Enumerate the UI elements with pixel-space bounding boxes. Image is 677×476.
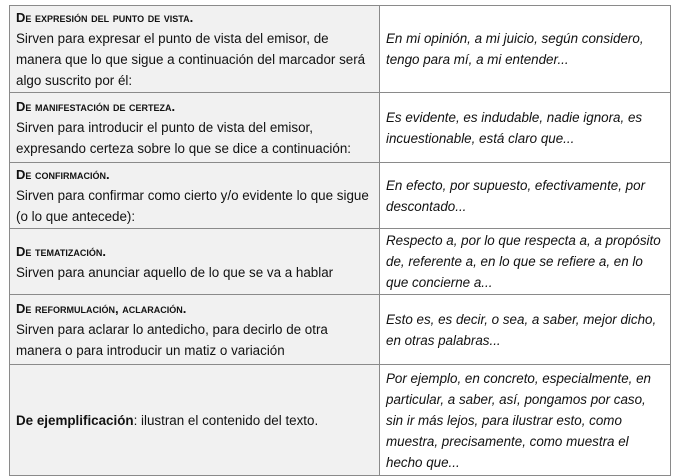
category-description: : ilustran el contenido del texto.	[133, 412, 319, 428]
category-description: Sirven para expresar el punto de vista del emisor, de manera que lo que sigue a continuación del marcador será algo suscrito por él:	[16, 31, 366, 88]
category-description: Sirven para introducir el punto de vista del emisor, expresando certeza sobre lo que se dice a continuación:	[16, 120, 351, 156]
examples-cell	[380, 93, 671, 163]
table-row	[10, 6, 671, 93]
connectors-table	[9, 5, 671, 476]
category-description: Sirven para anunciar aquello de lo que se va a hablar	[16, 264, 334, 280]
category-description: Sirven para aclarar lo antedicho, para decirlo de otra manera o para introducir un matiz o variación	[16, 322, 328, 358]
examples-text: Respecto a, por lo que respecta a, a propósito de, referente a, en lo que se refiere a, en lo que concierne a...	[386, 233, 661, 290]
table-row	[10, 229, 671, 295]
category-cell	[10, 163, 380, 229]
category-heading: De confirmación.	[16, 167, 110, 182]
category-heading: De reformulación, aclaración.	[16, 301, 187, 316]
category-cell	[10, 295, 380, 365]
category-heading: De expresión del punto de vista.	[16, 10, 194, 25]
examples-cell	[380, 295, 671, 365]
examples-text: Es evidente, es indudable, nadie ignora, es incuestionable, está claro que...	[386, 109, 643, 146]
category-cell	[10, 229, 380, 295]
examples-cell	[380, 229, 671, 295]
examples-cell	[380, 6, 671, 93]
table-row	[10, 93, 671, 163]
table-row	[10, 365, 671, 476]
category-description: Sirven para confirmar como cierto y/o evidente lo que sigue (o lo que antecede):	[16, 188, 369, 224]
category-heading: De manifestación de certeza.	[16, 99, 176, 114]
examples-cell	[380, 365, 671, 476]
category-heading: De ejemplificación	[16, 412, 134, 428]
examples-cell	[380, 163, 671, 229]
examples-text: Esto es, es decir, o sea, a saber, mejor dicho, en otras palabras...	[386, 311, 657, 348]
category-cell	[10, 93, 380, 163]
examples-text: En mi opinión, a mi juicio, según considero, tengo para mí, a mi entender...	[386, 31, 644, 67]
category-cell	[10, 365, 380, 476]
category-heading: De tematización.	[16, 243, 106, 259]
table-row	[10, 295, 671, 365]
examples-text: En efecto, por supuesto, efectivamente, por descontado...	[386, 177, 646, 214]
examples-text: Por ejemplo, en concreto, especialmente, en particular, a saber, así, pongamos por caso, sin ir más lejos, para ilustrar esto, como muestra, precisamente, como muestra el hecho que...	[386, 370, 651, 470]
category-cell	[10, 6, 380, 93]
table-row	[10, 163, 671, 229]
